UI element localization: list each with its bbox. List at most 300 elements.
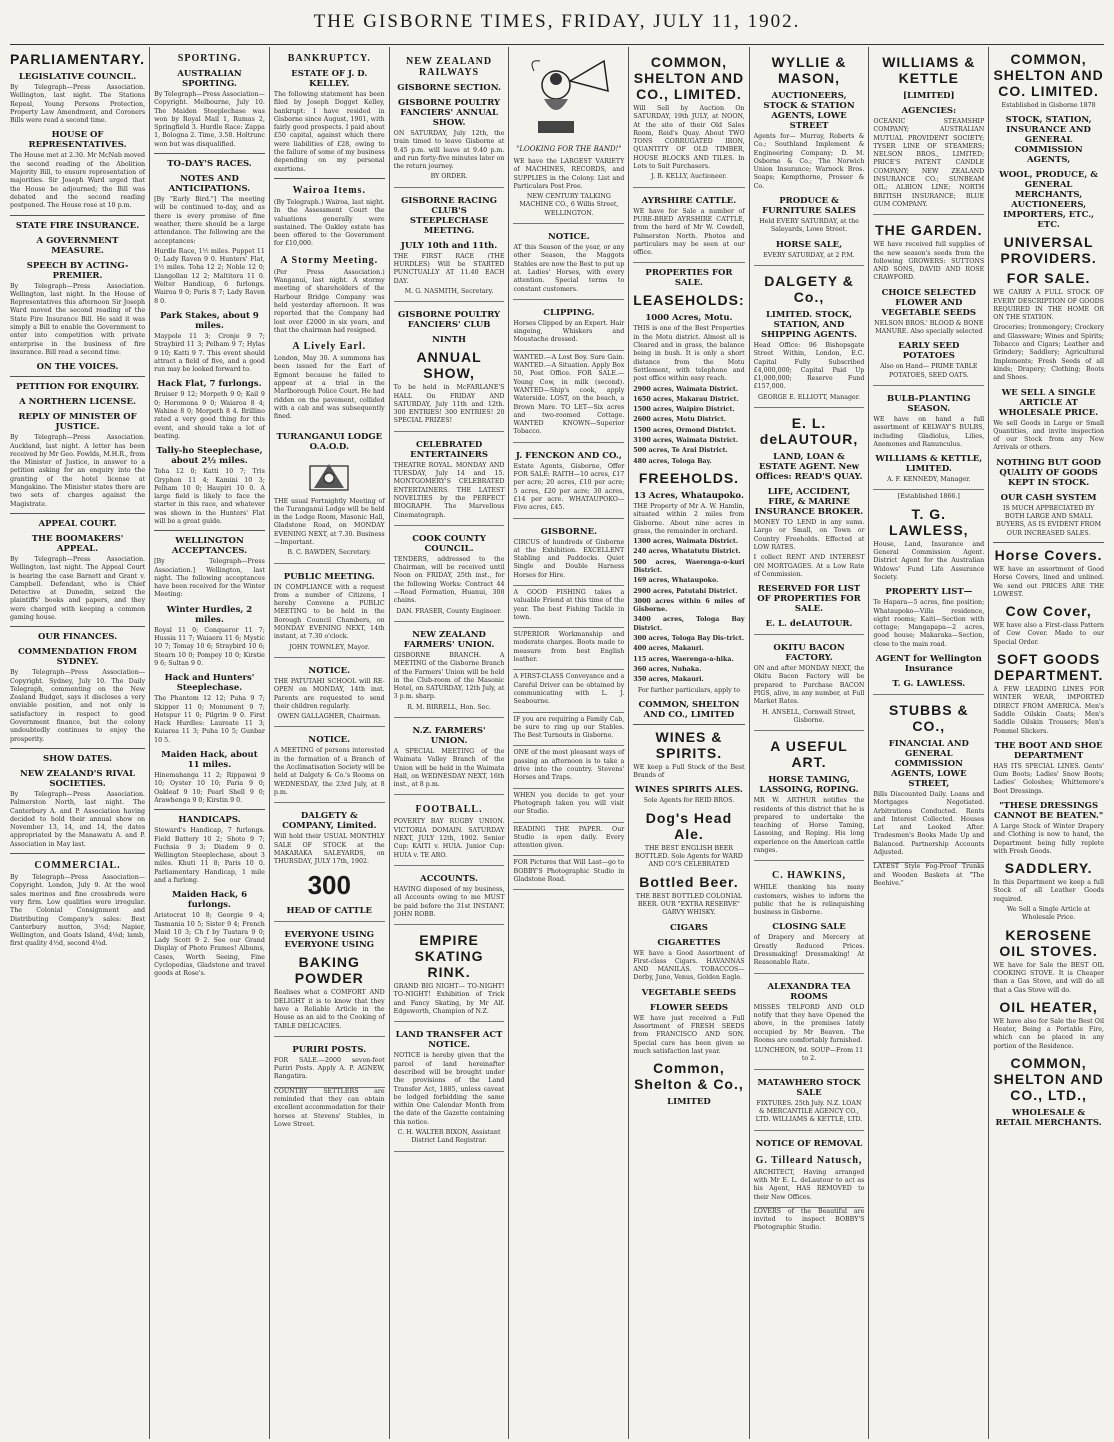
ad-wyllie-mason [754, 47, 865, 266]
ad-subtitle: OUR CASH SYSTEM [1000, 492, 1097, 503]
columns [6, 47, 1108, 1439]
ad-subtitle: HORSE TAMING, LASSOING, ROPING. [759, 775, 859, 796]
ad-text: In this Department we keep a full Stock of all Leather Goods required. [993, 879, 1104, 903]
article-text: By Telegraph—Press Association. Wellington, last night. The Stations Repeal, Young Persons Protection, Property Law Amendment, and Coroners Bills were read a second time. [10, 84, 146, 125]
ad-williams-kettle [873, 47, 984, 215]
ad-subtitle: PROPERTY LIST— [885, 587, 973, 598]
property-item: 3400 acres, Tologa Bay District. [633, 616, 745, 632]
footer-firm-sub: LIMITED [667, 1097, 711, 1108]
ad-subtitle: GISBORNE POULTRY FANCIERS' ANNUAL SHOW. [398, 98, 501, 128]
article-text: By Telegraph—Press Association. Wellington, last night. In the House of Representatives this afternoon Sir Joseph Ward moved the second reading of the State Fire Insurance Bill. He said it was simply a Bill to enable the Government to enter into competition with private enterprise in the business of fire insurance. Bill read a second time. [10, 282, 146, 356]
saddlery-title: SADDLERY. [1004, 860, 1093, 877]
ad-signature: M. G. NASMITH, Secretary. [404, 287, 494, 295]
ad-text: CIRCUS of hundreds of Gisborne at the Exhibition. EXCELLENT Stabling and Paddocks. Quiet Single and Double Harness Horses for Hire. [513, 538, 625, 579]
ad-subtitle: THE BOOT AND SHOE DEPARTMENT [994, 740, 1103, 761]
ad-title: J. FENCKON AND CO., [515, 450, 622, 461]
ad-text: House, Land, Insurance and General Commission Agent. District Agent for the Australian Widows' Fund Life Assurance Society. [873, 540, 985, 581]
divider [10, 853, 145, 854]
ad-public-meeting [274, 564, 385, 658]
ad-text: GRAND BIG NIGHT— TO-NIGHT! TO-NIGHT! Exhibition of Trick and Fancy Skating, by Mr Alf. Edgeworth, Champion of N.Z. [393, 983, 505, 1016]
bottled-beer-title: Bottled Beer. [639, 873, 739, 890]
footer-firm: COMMON, SHELTON AND CO., LTD., [993, 1055, 1104, 1104]
ad-text: A SPECIAL MEETING of the Waimata Valley Branch of the Union will be held in the Waimata Hall, on WEDNESDAY NEXT, 16th inst., at 8 p.m. [393, 747, 505, 789]
ad-lodge [274, 424, 385, 564]
ad-text: HAS ITS SPECIAL LINES. Gents' Gum Boots; Ladies' Snow Boots; Ladies' Goloshes; Whittemore's Boot Dressings. [993, 762, 1104, 795]
ad-text: WE have a Good Assortment of First-class Cigars. HAVANNAS AND MANILAS. TOBACCOS—Derby, Juno, Venus, Golden Eagle. [633, 949, 745, 982]
ad-title: A USEFUL ART. [770, 738, 848, 771]
article-text: By Telegraph—Press Association. Palmerston North, last night. The Canterbury A. and P. Association having decided to hold their annual show on November 13, 14, and 14, the dates appropriated by the Manawatu A. and P. Association in May last. [10, 790, 146, 848]
ad-small [513, 856, 624, 890]
subhead: 13 Acres, Whataupoko. [633, 490, 744, 501]
ad-subtitle: LIFE, ACCIDENT, FIRE, & MARINE INSURANCE BROKER. [754, 487, 864, 518]
goods-list: Groceries; Ironmongery; Crockery and Glassware; Wines and Spirits; Tobacco and Cigars; Leather and Grindery; Saddlery; Agricultural Implements; Fresh Seeds of all kinds; Drapery; Clothing; Boots and Shoes. [993, 324, 1104, 382]
ad-poultry-show [394, 302, 505, 431]
ad-title: NOTICE. [308, 735, 351, 746]
headline-handicaps: HANDICAPS. [178, 815, 241, 826]
ad-title: ALEXANDRA TEA ROOMS [767, 981, 851, 1002]
ad-text: WE have just received a Full Assortment of FRESH SEEDS from FRANCISCO AND SON. Special care has been given so much satisfaction last year. [633, 1014, 745, 1055]
ad-text: Realises what a COMFORT AND DELIGHT it is to know that they have a Reliable Article in the House as an aid to the Cooking of TABLE DELICACIES. [273, 989, 385, 1030]
ad-theatre [394, 432, 505, 526]
ad-text: WE have received full supplies of the new season's seeds from the following GROWERS: SUTTONS AND SONS, DAVID AND ROSE CRAWFORD. [873, 241, 985, 282]
column-5 [509, 47, 629, 1439]
ad-text: WE have also for Sale the Best Oil Heater, Being a Portable Fire, which can be placed in any portion of the Residence. [993, 1017, 1104, 1050]
ad-small [513, 713, 624, 747]
subhead: NEW ZEALAND'S RIVAL SOCIETIES. [20, 768, 136, 789]
subhead: A GOVERNMENT MEASURE. [36, 235, 119, 256]
ad-title: COMMON, SHELTON AND CO., LIMITED [638, 699, 740, 720]
ad-signature: OWEN GALLAGHER, Chairman. [277, 713, 382, 721]
ad-school-notice [274, 658, 385, 727]
ad-meeting-notice [274, 727, 385, 803]
ad-nz-farmers [394, 718, 505, 795]
property-item: 1500 acres, Ormond District. [633, 426, 736, 434]
ad-title: BULB-PLANTING SEASON. [887, 393, 971, 414]
ad-subtitle: AGENT for Wellington Insurance [875, 653, 982, 674]
ad-subtitle: LIMITED. STOCK, STATION, AND SHIPPING AGENTS. [760, 309, 858, 340]
article-text: By Telegraph—Press Association. Auckland, last night. A letter has been received by Mr Geo. Fowlds, M.H.R., from the Minister of Justice, in answer to a petition asking for an enquiry into the granting of the hotel license at Mangakino. The Minister states there are two sets of charges against the Magistrate. [10, 434, 146, 508]
ad-text: THE Property of Mr A. W. Hamlin, situated within 2 miles from Gisborne. About nine acres in grass, the remainder in orchard. [633, 502, 745, 535]
horse-covers-title: Horse Covers. [994, 546, 1103, 563]
ad-text: THEATRE ROYAL. MONDAY AND TUESDAY, July 14 and 15. MONTGOMERY'S CELEBRATED ENTERTAINERS. THE LATEST NOVELTIES by the PERFECT BIOGRAPH. The Marvellous Cinematograph. [393, 461, 505, 519]
ad-subtitle: CLOSING SALE [772, 922, 846, 933]
ad-subtitle: [LIMITED] [903, 91, 955, 101]
ad-title: EMPIRE SKATING RINK. [414, 932, 484, 981]
ad-text: WHEN you decide to get your Photograph taken you will visit our Studio. [513, 791, 625, 816]
ad-talking-machine [513, 155, 624, 224]
ad-small [513, 628, 624, 670]
subhead: Hack and Hunters' Steeplechase. [164, 673, 255, 694]
ad-text: WE keep a Full Stock of the Best Brands of [633, 763, 745, 780]
ad-title: NOTICE. [548, 232, 590, 243]
headline-house: HOUSE OF REPRESENTATIVES. [28, 130, 127, 151]
lodge-emblem-icon [306, 458, 352, 494]
article-text: (Per Press Association.) Wanganui, last night. A stormy meeting of shareholders of the Harbour Bridge Company was held yesterday afternoon. It was reported that the Company had lost over £2000 in six years, and that the chairman had resigned. [273, 268, 385, 334]
divider [993, 542, 1104, 543]
subhead: Park Stakes, about 9 miles. [160, 310, 259, 331]
ad-skating-rink [394, 925, 505, 1022]
ad-title: ACCOUNTS. [420, 873, 478, 884]
gramophone-cherub-icon [524, 51, 614, 139]
ad-lawless [873, 490, 984, 695]
ad-football [394, 795, 505, 865]
ad-title: E. L. deLAUTOUR, [759, 415, 859, 448]
ad-signature: DAN. FRASER, County Engineer. [396, 607, 502, 615]
ad-text: THE FIRST RACE (THE HURDLES) Will be STARTED PUNCTUALLY AT 11.40 EACH DAY. [393, 252, 505, 285]
column-3 [270, 47, 390, 1439]
ad-signature: B. C. BAWDEN, Secretary. [287, 549, 372, 557]
ad-title: COMMON, SHELTON AND CO., LIMITED. [633, 54, 745, 102]
properties-title: PROPERTIES FOR SALE. [645, 268, 733, 289]
ad-text: WANTED.—A Lost Boy. Sure Gain. WANTED.—A Situation. Apply Box 50, Post Office. FOR SALE.—Young Cow, in milk (second). WANTED—Ship's cook, apply Waterside. LOST, on the beach, a Brown Mare. TO LET—Six acres and two-roomed Cottage. WANTED KNOWN—Superior Tobacco. [513, 353, 625, 436]
ad-subtitle: "THESE DRESSINGS CANNOT BE BEATEN." [993, 800, 1104, 821]
divider [633, 724, 744, 725]
article-text: The House met at 2.30. Mr McNab moved the second reading of the Abolition Majority Bill, to ensure representation of majorities. Sir Joseph Ward urged that the House be adjourned; the Bill was debated and the second reading postponed. The House rose at 10 p.m. [10, 152, 146, 210]
headline-bankruptcy: BANKRUPTCY. [287, 53, 371, 64]
ad-text: Held EVERY SATURDAY, at the Saleyards, Lowe Street. [759, 218, 859, 234]
divider [10, 626, 145, 627]
universal-providers: UNIVERSAL PROVIDERS. [1000, 234, 1097, 267]
divider [274, 178, 385, 179]
ad-title: DALGETY & COMPANY, Limited. [282, 811, 377, 832]
ad-text: NELSON BROS.' BLOOD & BONE MANURE. Also specially selected [874, 319, 984, 336]
ad-racing-club [394, 188, 505, 302]
wines-title: WINES & SPIRITS. [655, 728, 723, 761]
ad-text: IS MUCH APPRECIATED BY BOTH LARGE AND SMALL BUYERS, AS IS EVIDENT FROM OUR INCREASED SALES. [996, 504, 1102, 537]
ad-subtitle: NOTHING BUT GOOD QUALITY OF GOODS KEPT IN STOCK. [996, 457, 1102, 488]
for-sale-title: FOR SALE. [1006, 270, 1091, 287]
ad-subtitle: ANNUAL SHOW, [416, 349, 482, 382]
ad-removal [754, 1131, 865, 1208]
ad-text: WE have on hand a full assortment of KELWAY'S BULBS, including Gladiolus, Lilies, Anemones and Ranunculus. [873, 415, 985, 448]
divider [10, 215, 145, 216]
race-list: Hurdle Race, 1½ miles. Puppet 11 0; Lady Raven 9 0. Hunters' Flat, 1½ miles. Toha 12 2; Noble 12 0; Llangollan 12 2; Maltitora 11 0. Welter Handicap, 6 furlongs. Wairoa 9 0; Paris 8 7; Lady Raven 8 0. [154, 247, 265, 305]
subhead: Winter Hurdles, 2 miles. [166, 604, 253, 625]
seeds-title: VEGETABLE SEEDS [641, 987, 737, 998]
subhead: 1000 Acres, Motu. [645, 313, 733, 324]
property-item: 400 acres, Makauri. [633, 645, 704, 653]
divider [154, 530, 265, 531]
ad-dalgety [754, 266, 865, 408]
ad-small [513, 586, 624, 628]
ad-text: ON and after MONDAY NEXT, the Okitu Bacon Factory will be prepared to Purchase BACON PIGS, alive, in any number, at Full Market Rates. [753, 665, 865, 706]
ad-text: Sole Agents for REID BROS. [643, 797, 735, 805]
subhead: Maiden Hack, about 11 miles. [161, 750, 258, 771]
ad-title: STUBBS & CO., [889, 701, 969, 734]
headline-wellington: WELLINGTON ACCEPTANCES. [171, 536, 248, 557]
ad-title: COOK COUNTY COUNCIL. [412, 533, 486, 554]
subhead: Hack Flat, 7 furlongs. [157, 379, 262, 390]
property-item: 3100 acres, Waimata District. [633, 437, 739, 445]
column-7 [750, 47, 870, 1439]
ad-ayrshire [633, 188, 744, 264]
ad-text: ARCHITECT, Having arranged with Mr E. L. deLautour to act as his Agent, HAS REMOVED to their New Offices. [753, 1168, 865, 1201]
ad-bulbs [873, 386, 984, 490]
ad-text: MONEY TO LEND in any sums. Large or Small, on Town or Country Freeholds. Effected at LOW RATES. [753, 519, 865, 551]
ad-text: WE have an assortment of Good Horse Covers, lined and unlined. We send out PRICES ARE THE LOWEST. [993, 565, 1104, 598]
ad-kicker: EVERYONE USING EVERYONE USING [284, 930, 375, 951]
ad-text: NOTICE is hereby given that the parcel of land hereinafter described will be brought under the provisions of the Land Transfer Act, 1885, unless caveat be lodged forbidding the same within One Calendar Month from the date of the Gazette containing this notice. [393, 1052, 505, 1126]
headline-wairoa: Wairoa Items. [292, 184, 366, 196]
ad-text: A FEW LEADING LINES FOR WINTER WEAR, IMPORTED DIRECT FROM AMERICA. Men's Saddle Oilskin Coats; Men's Saddle Oilskin Trousers; Men's Pommel Slickers. [993, 686, 1104, 735]
ad-title: THE GARDEN. [875, 222, 983, 239]
ad-title: WYLLIE & MASON, [771, 54, 847, 86]
subhead: ESTATE OF J. D. KELLEY. [291, 69, 368, 89]
ad-subtitle: GISBORNE SECTION. [397, 83, 501, 93]
masthead-title: THE GISBORNE TIMES, FRIDAY, JULY 11, 1902. [313, 11, 801, 32]
ad-baking-powder [274, 922, 385, 1036]
ad-land-transfer [394, 1022, 505, 1151]
footer-firm-sub: WHOLESALE & RETAIL MERCHANTS. [995, 1108, 1102, 1129]
ad-title: MATAWHERO STOCK SALE [757, 1077, 861, 1098]
ad-estate-agents [513, 443, 624, 519]
divider [154, 809, 265, 810]
ad-text: MR W. ARTHUR notifies the residents of this district that he is prepared to undertake the teaching of Horse Taming, Lassoing, and Roping. His long experience on the American cattle ranges. [753, 797, 865, 854]
band-illustration [513, 47, 624, 143]
ad-title: CLIPPING. [543, 307, 595, 318]
ad-text: Estate Agents, Gisborne, Offer FOR SALE: RAITH—10 acres, £17 per acre; 20 acres, £10 per acre; 5 acres, £20 per acre; 30 acres, £14 per acre. WHATAUPOKO—Five acres, £45. [513, 462, 625, 512]
ad-title: PURIRI POSTS. [292, 1044, 367, 1055]
divider [10, 376, 145, 377]
ad-subtitle: AUCTIONEERS, STOCK & STATION AGENTS, LOWE STREET [763, 91, 855, 131]
soft-goods-title: SOFT GOODS DEPARTMENT. [993, 651, 1104, 684]
ad-subtitle: WE SELL A SINGLE ARTICLE AT WHOLESALE PRICE. [998, 387, 1099, 418]
ad-text: IN COMPLIANCE with a request from a number of Citizens, I hereby Convene a PUBLIC MEETING to be held in the Borough Council Chambers, on MONDAY EVENING NEXT, 14th instant, at 7.30 o'clock. [273, 583, 385, 641]
ad-title: GISBORNE. [540, 526, 598, 537]
race-list: Bruiser 9 12; Morpeth 9 0; Kail 9 0; Horomona 9 0; Waiaroa 8 4; Wahine 8 0; Morpeth 8 4. Brillino rated a very good thing for this event, and should take a lot of beating. [154, 391, 265, 440]
ad-text: Head Office: 96 Bishopsgate Street Within, London, E.C. Capital Fully Subscribed £4,000,000; Capital Paid Up £1,000,000; Reserve Fund £157,000. [753, 341, 865, 391]
ad-small [513, 670, 624, 712]
property-item: 350 acres, Makauri. [633, 676, 704, 684]
masthead [10, 0, 1104, 45]
ad-subtitle: WOOL, PRODUCE, & GENERAL MERCHANTS, AUCTIONEERS, IMPORTERS, ETC., ETC. [999, 170, 1098, 231]
ad-text: FOR Pictures that Will Last—go to BOBBY'S Photographic Studio in Gladstone Road. [513, 859, 625, 883]
headline-stormy: A Stormy Meeting. [280, 254, 379, 266]
ad-stubbs [873, 695, 984, 863]
ad-title: NEW ZEALAND FARMERS' UNION. [403, 629, 495, 650]
headline-finances: OUR FINANCES. [38, 632, 118, 643]
ad-signature: A. F. KENNEDY, Manager. [887, 476, 971, 484]
ad-subtitle: T. G. LAWLESS. [892, 678, 966, 689]
divider [154, 153, 265, 154]
ad-title: GISBORNE POULTRY FANCIERS' CLUB [398, 310, 501, 331]
ad-text: WE CARRY A FULL STOCK OF EVERY DESCRIPTION OF GOODS REQUIRED IN THE HOME OR ON THE STATION. [993, 289, 1104, 322]
ad-subtitle: WINES SPIRITS ALES. [635, 785, 743, 796]
ad-railways [394, 47, 505, 188]
ad-text: Te Hapara—5 acres, fine position; Whataupoko—Villa residence, eight rooms; Kaiti—Section with cottage; Mangapapa—2 acres, good house; Makaraka—Section, close to the main road. [873, 599, 985, 648]
property-item: 169 acres, Whataupoko. [633, 577, 719, 585]
property-item: 500 acres, Te Arai District. [633, 447, 728, 455]
ad-text: THIS is one of the Best Properties in the Motu district. Almost all is Cleared and in grass, the balance being in bush. It is only a short distance from the Motu Settlement, with telephone and post office within easy reach. [633, 325, 745, 383]
ad-title: NOTICE OF REMOVAL [755, 1138, 863, 1149]
ad-text: Will Sell by Auction On SATURDAY, 19th JULY, at NOON, At the site of their Old Sales Room, Reid's Quay. About TWO TONS CORRUGATED IRON, QUANTITY OF OLD TIMBER, HOUSE BLOCKS AND TILES. In Lots to Suit Purchasers. [633, 105, 745, 171]
subhead: SPEECH BY ACTING-PREMIER. [26, 260, 129, 281]
ad-title: PUBLIC MEETING. [283, 571, 375, 582]
illustration-caption: "LOOKING FOR THE BAND!" [516, 145, 622, 153]
ad-text: Established in Gisborne 1878 [1001, 102, 1096, 109]
ad-tea-rooms [754, 974, 865, 1070]
ad-gisborne [513, 519, 624, 586]
footer-firm: Common, Shelton & Co., [634, 1060, 744, 1093]
ad-text: We Sell a Single Article at Wholesale Price. [1006, 906, 1091, 922]
race-list: The Phantom 12 12; Puha 9 7; Skipper 11 0; Monument 9 7; Hotspur 11 0; Pilgrim 9 0. First Hack Hurdles: Laureate 11 3; Kuiarea 11 3; Puha 10 5; Gunbar 10 5. [154, 695, 265, 744]
ad-signature: J. B. KELLY, Auctioneer. [651, 173, 727, 181]
subhead: AUSTRALIAN SPORTING. [177, 69, 242, 89]
ad-title: DALGETY & Co., [764, 272, 854, 305]
ad-text: LOVERS of the Beautiful are invited to inspect BOBBY'S Photographic Studio. [753, 1207, 865, 1232]
race-list: Maypole 11 3; Cronje 9 7; Straybird 11 3; Pelham 9 7; Hylas 9 10; Katti 9 7. This event should attract a field of five, and a good run may be looked forward to. [154, 332, 265, 374]
article-text: By Telegraph—Press Association—Copyright. Melbourne, July 10. The Maiden Steeplechase was won by Royal Mail 1, Rumas 2, Springfield 3. Hurdle Race: Zappa 1, Bologna 2. Time, 3.58. Holtrunc won but was disqualified. [154, 91, 265, 148]
ad-signature: R. M. BIRRELL, Hon. Sec. [407, 703, 491, 711]
ad-useful-art [754, 731, 865, 861]
ad-puriri-posts [274, 1037, 385, 1088]
ad-signature: H. ANSELL, Cornwall Street, Gisborne. [762, 708, 856, 724]
headline-state-fire: STATE FIRE INSURANCE. [15, 220, 140, 231]
race-list: Steward's Handicap, 7 furlongs. Field Battery 10 2; Shoto 9 7; Fuchsia 9 3; Diadem 9 0. Wellington Steeplechase, about 3 miles. Khuti 11 8; Paris 10 0. Parliamentary Handicap, 1 mile and a furlong. [154, 827, 265, 884]
ad-subtitle: CHOICE SELECTED FLOWER AND VEGETABLE SEEDS [881, 287, 977, 318]
ad-text: WE have the LARGEST VARIETY of MACHINES, RECORDS, and SUPPLIES in the Colony. List and Particulars Post Free. [513, 158, 625, 190]
lodge-emblem [274, 454, 385, 498]
column-1 [6, 47, 150, 1439]
ad-text: ON SATURDAY, July 12th, the train timed to leave Gisborne at 9.45 p.m. will leave at 9.40 p.m. and run forty-five minutes later on the return journey. [393, 130, 505, 171]
property-item: 1300 acres, Waimata District. [633, 538, 739, 546]
dogs-head-title: Dog's Head Ale. [645, 809, 733, 842]
ad-title: CELEBRATED ENTERTAINERS [410, 439, 488, 460]
cattle-count: 300 [307, 870, 351, 901]
ad-text: A GOOD FISHING takes a valuable Friend at this time of the year. The best Fishing Tackle in town. [513, 588, 625, 621]
ad-subtitle: HORSE SALE, [775, 239, 843, 250]
ad-text: SUPERIOR Workmanship and moderate charges. Boots made to measure from best English leather. [513, 631, 625, 664]
ad-text: OCEANIC STEAMSHIP COMPANY; AUSTRALIAN MUTUAL PROVIDENT SOCIETY; TYSER LINE OF STEAMERS; NELSON BROS., LIMITED; PRICE'S PATENT CANDLE COMPANY; NEW ZEALAND INSURANCE CO.; SUNBEAM OIL; ALBION LINE; NORTH BRITISH INSURANCE; BLUE GUM COMPANY. [873, 118, 985, 208]
race-list: Aristocrat 10 8; Georgie 9 4; Tasmania 10 5; Sister 9 4; French Maid 10 3; Ch f by Tuatara 9 0; Lady Scott 9 2. See our Grand Display of Photo Frames! Albums, Cases, Worth Seeing, Fine Cyclopedias, Gladstone and travel goods at Rose's. [154, 912, 265, 978]
article-text: By Telegraph—Press Association. Wellington, last night. The Appeal Court is hearing the case Barnett and Grant v. Campbell. Defendant, who is Chief Detective at Dunedin, seized the plaintiffs' books and papers, and they were charged with keeping a common gaming house. [10, 555, 146, 621]
leaseholds-title: LEASEHOLDS: [633, 292, 745, 309]
ad-text: A Large Stock of Winter Drapery and Clothing is now to hand, the Department being fully replete with Fresh Goods. [993, 822, 1104, 855]
ad-subtitle: LAND, LOAN & ESTATE AGENT. New Offices: READ'S QUAY. [755, 452, 863, 483]
cigars-title: CIGARS [670, 922, 708, 933]
ad-dalgety-sale [274, 803, 385, 922]
headline-commercial: COMMERCIAL. [34, 860, 121, 872]
ad-cook-county [394, 526, 505, 622]
ad-subtitle: EARLY SEED POTATOES [898, 341, 960, 362]
ad-subtitle: AGENCIES: [901, 106, 957, 116]
ad-text: [Established 1866.] [897, 493, 960, 501]
article-text: By Telegraph—Press Association—Copyright. Sydney, July 10. The Daily Telegraph, commenting on the New Zealand Budget, says it discloses a very enviable position, and not only is satisfactory in respect to good Government finance, but the colony undoubtedly continues to enjoy the prosperity. [10, 669, 146, 743]
ad-clipping [513, 300, 624, 351]
divider [10, 513, 145, 514]
property-item: 240 acres, Whatatutu District. [633, 548, 741, 556]
ad-title: WILLIAMS & KETTLE [882, 54, 976, 86]
ad-text: AT this Season of the year, or any other Season, the Maggots Stables are now the Best to put up at. Ladies' Horses, with every attention. Special terms to constant customers. [513, 244, 625, 293]
subhead: ON THE VOICES. [36, 362, 119, 373]
headline-earl: A Lively Earl. [292, 341, 367, 353]
ad-title: AYRSHIRE CATTLE. [641, 195, 737, 206]
ad-subtitle: PRODUCE & FURNITURE SALES [762, 196, 856, 217]
headline-show-dates: SHOW DATES. [42, 753, 113, 764]
ad-text: TENDERS, addressed to the Chairman, will be received until Noon on FRIDAY, 25th inst., for the following Works: Contract 44—Road Formation, Huanui, 308 chains. [393, 555, 505, 605]
ad-text: FOR SALE.—2000 seven-feet Puriri Posts. Apply A. P. AGNEW, Rangatira. [273, 1056, 385, 1081]
article-text: By Telegraph—Press Association—Copyright. London, July 9. At the wool sales merinos and fine crossbreds were very firm. Low qualities were irregular. The Colonial Consignment and Distributing Company's sales: Best Canterbury mutton, 3½d; Napier, Wellington, and Goats Island, 4⅛d; lamb, first quality 4½d, second 4¼d. [10, 874, 146, 948]
ad-text: EVERY SATURDAY, at 2 P.M. [763, 251, 855, 259]
ad-small [513, 789, 624, 823]
race-list: Hinemahanga 11 2; Rippawai 9 10; Oyster 10 10; Paria 9 0; Oakleaf 9 10; Pearl Shell 9 0; Arawhenga 9 0; Kirstin 9 0. [154, 772, 265, 804]
ad-title: BAKING POWDER [294, 954, 364, 987]
headline-sporting: SPORTING. [177, 53, 242, 64]
ad-signature: C. H. WALTER BIXON, Assistant District Land Registrar. [397, 1129, 501, 1145]
article-text: [By Telegraph—Press Association.] Wellington, last night. The following acceptances have been received for the Winter Meeting: [154, 558, 265, 599]
article-text: The following statement has been filed by Joseph Dogget Kelley, bankrupt: I have resided in Gisborne since August, 1901, with fairly good prospects. I paid about £50 capital, against which there were liabilities of £28, owing to the failure of some of my business depending on my personal exertions. [273, 91, 385, 173]
subhead: REPLY OF MINISTER OF JUSTICE. [18, 412, 137, 433]
ad-text: We sell Goods in Large or Small Quantities, and invite inspection of our Stock from any New Arrivals or others. [993, 419, 1104, 452]
property-item: 2900 acres, Patutahi District. [633, 587, 738, 595]
ad-farmers-union [394, 622, 505, 718]
property-item: 3000 acres within 6 miles of Gisborne. [633, 597, 745, 614]
column-2 [150, 47, 270, 1439]
race-list: Toha 12 0; Katti 10 7; Tris Gryphon 11 4; Kamini 10 3; Pelham 10 0; Haupiri 10 0. A large field is likely to face the starter in this race, and whatever was shown in the Hunters' Flat will be a great guide. [154, 468, 265, 525]
headline-races: TO-DAY'S RACES. [167, 159, 252, 170]
ad-title: FOOTBALL. [415, 804, 483, 816]
ad-text: of Drapery and Mercery at Greatly Reduced Prices. Dressmaking! Dressmaking! At Reasonable Rate. [753, 934, 865, 967]
ad-subtitle: NINTH [432, 335, 466, 346]
ad-subtitle: E. L. deLAUTOUR. [765, 619, 853, 630]
ad-subtitle: FINANCIAL AND GENERAL COMMISSION AGENTS, LOWE STREET, [888, 738, 969, 789]
ad-subtitle: RESERVED FOR LIST OF PROPERTIES FOR SALE. [757, 584, 861, 615]
divider [10, 748, 145, 749]
ad-signature: JOHN TOWNLEY, Mayor. [289, 643, 370, 651]
ad-stock-sale [754, 1070, 865, 1131]
race-list: Royal 11 0; Conqueror 11 7; Hussia 11 7; Waiaera 11 6; Mystic 10 7; Tomay 10 6; Straybird 10 6; Stearn 10 0; Pompey 10 0; Kirstie 9 6; Sultan 9 0. [154, 626, 265, 667]
subhead: COMMENDATION FROM SYDNEY. [17, 647, 138, 668]
ad-text: WE have also a First-class Pattern of Cow Cover. Made to our Special Order. [993, 622, 1104, 646]
ad-text: WHILE thanking his many customers, wishes to inform the public that he is relinquishing business in Gisborne. [753, 884, 865, 917]
ad-hawkins [754, 861, 865, 973]
ad-text: LUNCHEON, 9d. SOUP—From 11 to 2. [754, 1047, 864, 1063]
ad-text: WE have for Sale a number of PURE-BRED AYRSHIRE CATTLE, from the herd of Mr W. Cowdell, Palmerston North. Photos and particulars may be seen at our office. [633, 207, 745, 257]
oil-heater-title: OIL HEATER, [999, 998, 1098, 1015]
ad-subtitle: JULY 10th and 11th. [400, 240, 498, 251]
ad-title: NEW ZEALAND RAILWAYS [406, 56, 493, 78]
ad-text: IF you are requiring a Family Cab, be sure to ring up our Stables. The Best Turnouts in Gisborne. [513, 715, 625, 740]
ad-text: FIXTURES. 25th July. N.Z. LOAN & MERCANTILE AGENCY CO., LTD. WILLIAMS & KETTLE, LTD. [755, 1099, 863, 1124]
column-9 [989, 47, 1108, 1439]
ad-delautour [754, 408, 865, 635]
headline-appeal: APPEAL COURT. [38, 518, 117, 529]
headline-petition: PETITION FOR ENQUIRY. [16, 382, 139, 393]
ad-classifieds [513, 351, 624, 443]
ad-text: Will hold their USUAL MONTHLY SALE OF STOCK at the MAKARAKA SALEYARDS, on THURSDAY, JULY 17th, 1902. [273, 833, 385, 866]
article-text: London, May 30. A summons has been issued for the Earl of Egmont because he failed to appear at a trial in the Marlborough Police Court. He had ridden on the pavement, collided with a cab and was subsequently fined. [273, 355, 385, 421]
property-item: 2900 acres, Waimata District. [633, 385, 739, 393]
ad-text: A MEETING of persons interested in the formation of a Branch of the Acclimatisation Society will be held at Dalgety & Co.'s Rooms on WEDNESDAY, the 23rd July, at 8 p.m. [273, 747, 385, 796]
headline-parliamentary: PARLIAMENTARY. [10, 51, 146, 67]
ad-text: To be held in McFARLANE'S HALL On FRIDAY AND SATURDAY, July 11th and 12th. 300 ENTRIES! 300 ENTRIES! 20 SPECIAL PRIZES! [393, 384, 505, 425]
subhead: NOTES AND ANTICIPATIONS. [168, 174, 251, 195]
ad-text: THE BEST ENGLISH BEER BOTTLED. Sole Agents for WARD AND CO'S CELEBRATED [635, 844, 743, 869]
ad-text: THE PATUTAHI SCHOOL will RE-OPEN on MONDAY, 14th inst. Parents are requested to send their children regularly. [273, 677, 385, 710]
subhead: Maiden Hack, 6 furlongs. [171, 890, 248, 911]
cigarettes-title: CIGARETTES [657, 937, 721, 948]
headline-council: LEGISLATIVE COUNCIL. [18, 72, 137, 82]
ad-title: TURANGANUI LODGE O.A.O.D. [276, 431, 383, 452]
ad-text: LATEST Style Fog-Proof Trunks and Wooden Baskets at "The Beehive." [873, 863, 985, 887]
ad-text: HAVING disposed of my business, all Accounts owing to me MUST be paid before the 31st INSTANT. JOHN ROBB. [393, 885, 505, 918]
column-8 [869, 47, 989, 1439]
ad-text: Also on Hand— PRIME TABLE POTATOES, SEED OATS. [880, 363, 978, 379]
subhead: Tally-ho Steeplechase, about 2½ miles. [156, 446, 263, 467]
property-item: 115 acres, Waerenga-a-hika. [633, 655, 734, 663]
ad-text: COUNTRY SETTLERS are reminded that they can obtain excellent accommodation for their horses at Stevens' Stables, in Lowe Street. [273, 1087, 385, 1128]
ad-subtitle: G. Tilleard Natusch, [755, 1154, 863, 1166]
